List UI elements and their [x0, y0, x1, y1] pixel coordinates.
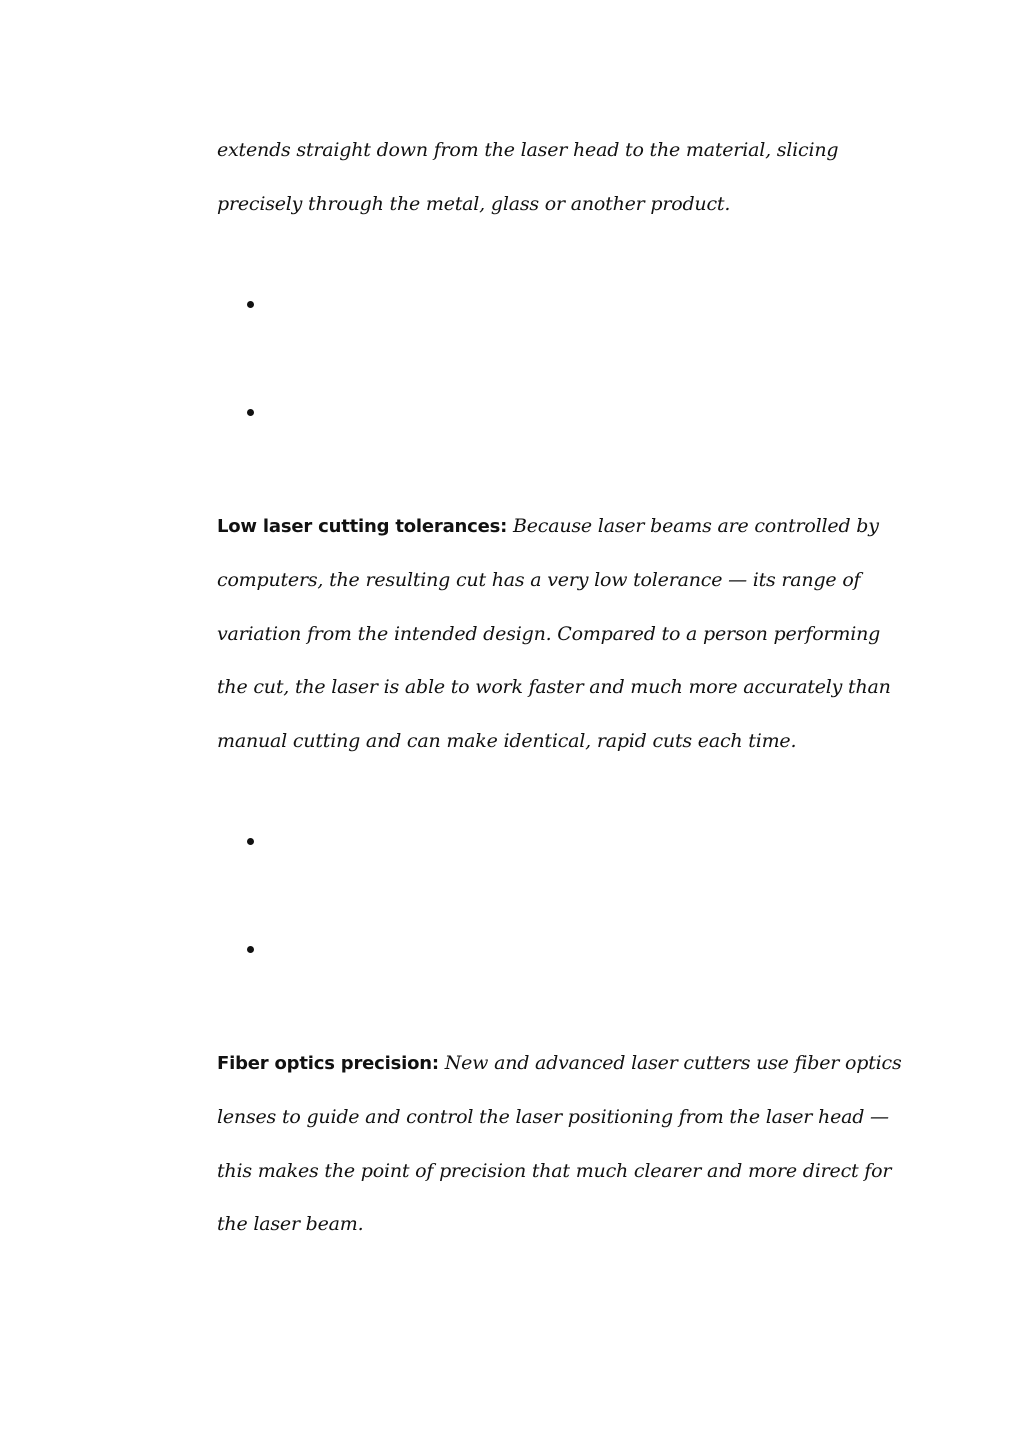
- text-line: manual cutting and can make identical, rapid cuts each time.: [217, 730, 797, 753]
- intro-paragraph: [217, 124, 889, 232]
- text-line: variation from the intended design. Compared to a person performing: [217, 622, 881, 645]
- text-line: Because laser beams are controlled by: [507, 515, 879, 537]
- tolerances-paragraph: [217, 500, 889, 769]
- fiber-optics-paragraph: [217, 1037, 902, 1252]
- text-line: New and advanced laser cutters use fiber optics: [438, 1052, 902, 1074]
- text-line: computers, the resulting cut has a very low tolerance — its range of: [217, 568, 861, 591]
- text-line: lenses to guide and control the laser positioning from the laser head —: [217, 1105, 889, 1128]
- text-line: the cut, the laser is able to work faster and much more accurately than: [217, 676, 891, 699]
- section-heading: Fiber optics precision:: [217, 1053, 439, 1074]
- text-line: this makes the point of precision that much clearer and more direct for: [217, 1159, 892, 1182]
- text-line: extends straight down from the laser head to the material, slicing: [217, 139, 839, 161]
- bullet-marker: [247, 409, 254, 416]
- bullet-marker: [247, 301, 254, 308]
- text-line: the laser beam.: [217, 1213, 364, 1236]
- text-line: precisely through the metal, glass or another product.: [217, 192, 731, 215]
- bullet-marker: [247, 946, 254, 953]
- bullet-marker: [247, 838, 254, 845]
- section-heading: Low laser cutting tolerances:: [217, 516, 508, 537]
